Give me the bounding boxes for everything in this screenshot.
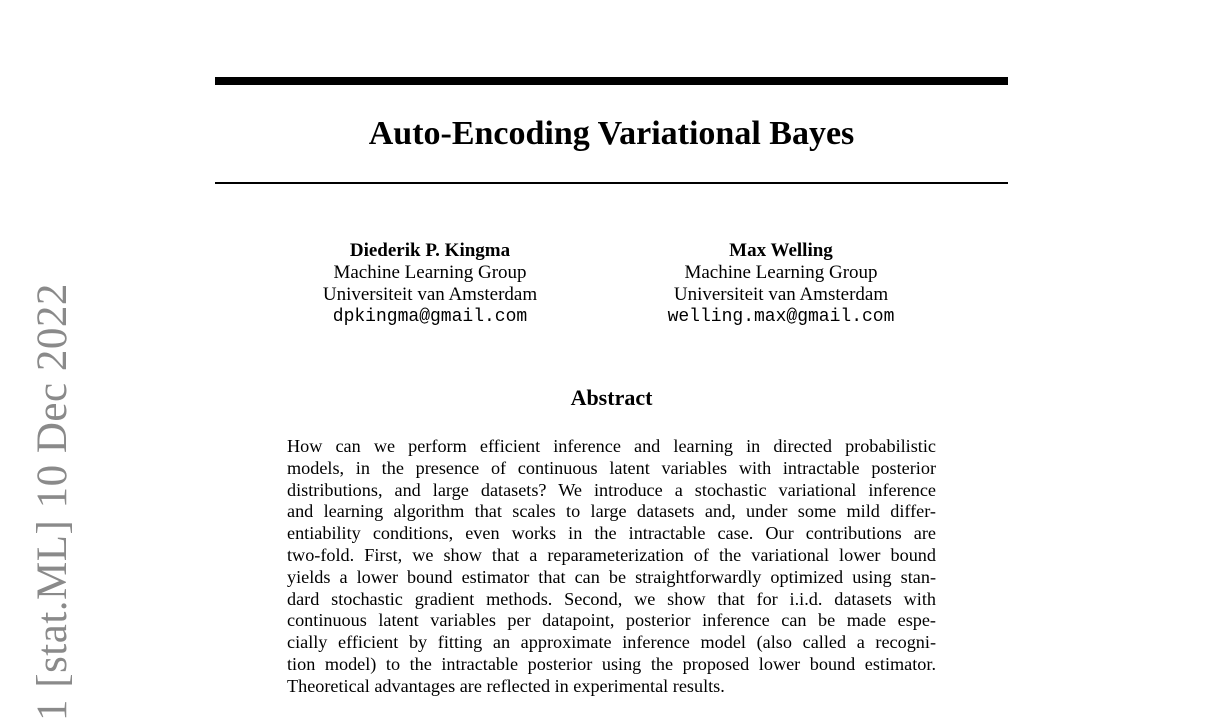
arxiv-identifier-stamp: 1 [stat.ML] 10 Dec 2022 [29,283,76,721]
abstract-heading: Abstract [570,385,653,410]
author-block-1 [280,240,580,328]
title-top-rule [215,77,1008,85]
author-email: dpkingma@gmail.com [332,307,528,327]
author-institution: Universiteit van Amsterdam [322,284,538,305]
author-block-2 [631,240,931,328]
abstract-line: entiability conditions, even works in the intractable case. Our contributions are [287,523,936,544]
author-name: Max Welling [729,240,833,261]
abstract-body [287,436,936,698]
author-name: Diederik P. Kingma [349,240,511,261]
author-group: Machine Learning Group [333,262,527,283]
abstract-line: continuous latent variables per datapoint, posterior inference can be made espe- [287,610,936,631]
paper-title: Auto-Encoding Variational Bayes [368,115,855,152]
abstract-line: and learning algorithm that scales to large datasets and, under some mild differ- [287,501,936,522]
abstract-line: yields a lower bound estimator that can be straightforwardly optimized using stan- [287,566,936,587]
abstract-line: dard stochastic gradient methods. Second, we show that for i.i.d. datasets with [287,588,936,609]
title-bottom-rule [215,182,1008,184]
author-institution: Universiteit van Amsterdam [673,284,889,305]
abstract-line: distributions, and large datasets? We introduce a stochastic variational inference [287,479,936,500]
abstract-line: two-fold. First, we show that a reparameterization of the variational lower bound [287,544,936,565]
abstract-line: How can we perform efficient inference and learning in directed probabilistic [287,436,936,456]
abstract-line: Theoretical advantages are reflected in experimental results. [287,675,725,696]
abstract-line: tion model) to the intractable posterior using the proposed lower bound estimator. [287,653,936,674]
author-group: Machine Learning Group [684,262,878,283]
abstract-line: cially efficient by fitting an approximate inference model (also called a recogni- [287,632,936,653]
abstract-line: models, in the presence of continuous latent variables with intractable posterior [287,457,936,478]
author-email: welling.max@gmail.com [667,307,895,327]
